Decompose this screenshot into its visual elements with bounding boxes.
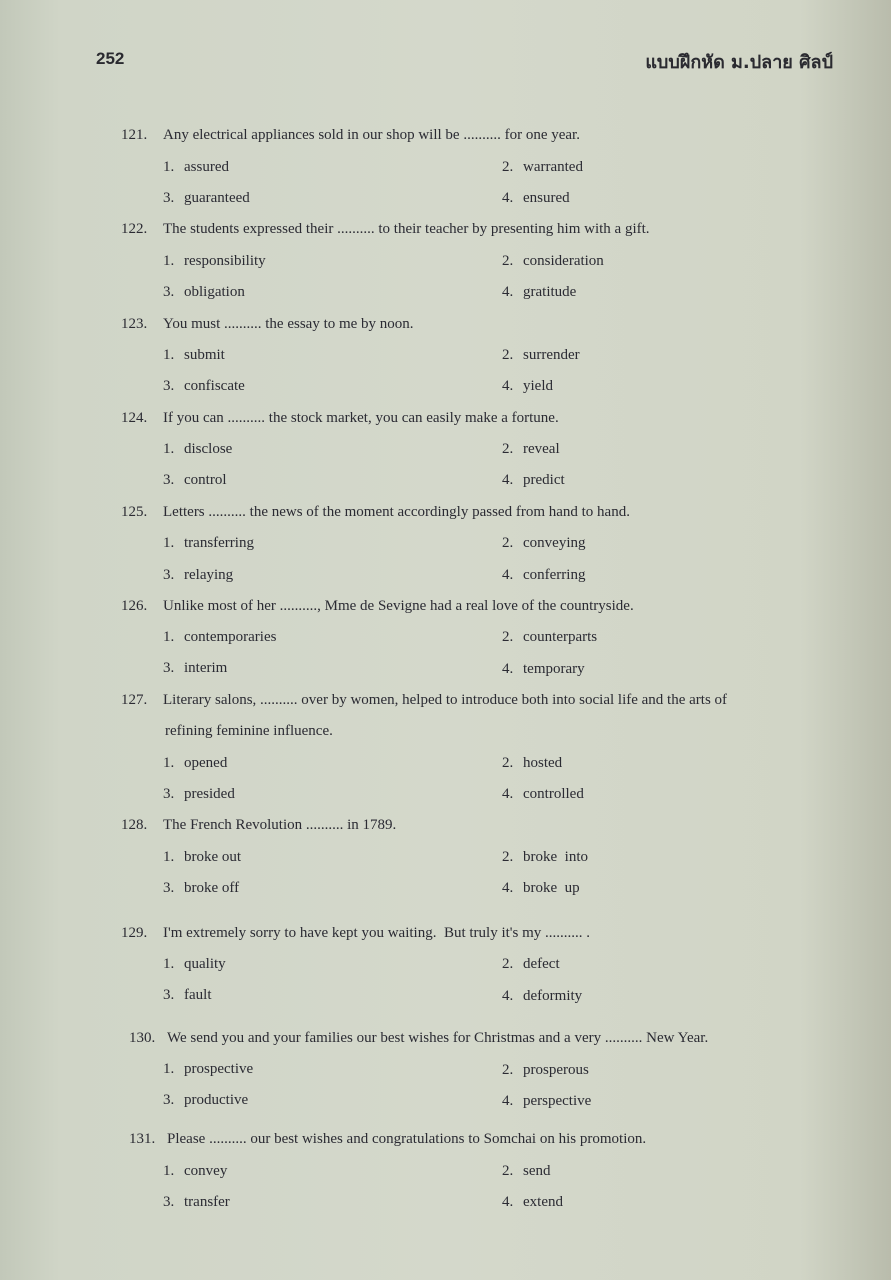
question-text: Literary salons, .......... over by women, helped to introduce both into social life and the arts of <box>163 692 728 708</box>
option-3: 3. confiscate <box>163 378 245 394</box>
question-127 <box>121 692 841 709</box>
option-4: 4. perspective <box>502 1093 592 1109</box>
question-126 <box>121 598 841 615</box>
question-number: 126. <box>121 598 148 614</box>
question-text: The students expressed their .......... to their teacher by presenting him with a gift. <box>163 221 650 237</box>
question-number: 121. <box>121 127 148 143</box>
option-2: 2. reveal <box>502 441 560 457</box>
question-131 <box>129 1131 849 1148</box>
option-2: 2. conveying <box>502 535 586 551</box>
option-1: 1. transferring <box>163 535 254 551</box>
question-121 <box>121 127 841 144</box>
option-1: 1. submit <box>163 347 225 363</box>
option-4: 4. gratitude <box>502 284 577 300</box>
option-2: 2. counterparts <box>502 629 598 645</box>
question-text: I'm extremely sorry to have kept you waiting. But truly it's my .......... . <box>163 925 591 941</box>
option-3: 3. transfer <box>163 1194 230 1210</box>
option-2: 2. surrender <box>502 347 580 363</box>
question-text: Please .......... our best wishes and congratulations to Somchai on his promotion. <box>167 1131 647 1147</box>
question-123 <box>121 316 841 333</box>
option-3: 3. productive <box>163 1092 249 1108</box>
question-122 <box>121 221 841 238</box>
option-1: 1. responsibility <box>163 253 266 269</box>
option-4: 4. extend <box>502 1194 563 1210</box>
option-1: 1. opened <box>163 755 228 771</box>
option-1: 1. prospective <box>163 1061 254 1077</box>
option-4: 4. predict <box>502 472 565 488</box>
question-number: 125. <box>121 504 148 520</box>
option-3: 3. interim <box>163 660 228 676</box>
option-2: 2. send <box>502 1163 551 1179</box>
option-2: 2. consideration <box>502 253 604 269</box>
question-text: The French Revolution .......... in 1789. <box>163 817 397 833</box>
option-3: 3. relaying <box>163 567 234 583</box>
option-4: 4. deformity <box>502 988 583 1004</box>
question-text: Unlike most of her .........., Mme de Sevigne had a real love of the countryside. <box>163 598 634 614</box>
question-number: 124. <box>121 410 148 426</box>
option-2: 2. broke into <box>502 849 588 865</box>
question-number: 128. <box>121 817 148 833</box>
question-124 <box>121 410 841 427</box>
question-text: Any electrical appliances sold in our shop will be .......... for one year. <box>163 127 580 143</box>
option-3: 3. guaranteed <box>163 190 250 206</box>
question-text: Letters .......... the news of the moment accordingly passed from hand to hand. <box>163 504 630 520</box>
option-4: 4. controlled <box>502 786 584 802</box>
option-4: 4. ensured <box>502 190 570 206</box>
option-2: 2. prosperous <box>502 1062 589 1078</box>
question-text: You must .......... the essay to me by noon. <box>163 316 414 332</box>
question-number: 130. <box>129 1030 156 1046</box>
option-3: 3. obligation <box>163 284 245 300</box>
option-4: 4. temporary <box>502 661 585 677</box>
option-3: 3. control <box>163 472 227 488</box>
option-3: 3. fault <box>163 987 212 1003</box>
option-1: 1. disclose <box>163 441 233 457</box>
question-130 <box>129 1030 849 1047</box>
option-1: 1. contemporaries <box>163 629 277 645</box>
option-4: 4. broke up <box>502 880 580 896</box>
question-number: 127. <box>121 692 148 708</box>
question-128 <box>121 817 841 834</box>
question-number: 129. <box>121 925 148 941</box>
question-125 <box>121 504 841 521</box>
question-text-continuation: refining feminine influence. <box>165 723 333 739</box>
option-2: 2. hosted <box>502 755 563 771</box>
option-1: 1. broke out <box>163 849 242 865</box>
option-2: 2. defect <box>502 956 560 972</box>
option-1: 1. assured <box>163 159 229 175</box>
question-129 <box>121 925 841 942</box>
question-text: We send you and your families our best wishes for Christmas and a very .......... New Year. <box>167 1030 709 1046</box>
option-3: 3. presided <box>163 786 235 802</box>
option-2: 2. warranted <box>502 159 583 175</box>
question-number: 131. <box>129 1131 156 1147</box>
option-4: 4. conferring <box>502 567 586 583</box>
question-number: 123. <box>121 316 148 332</box>
question-number: 122. <box>121 221 148 237</box>
page-number: 252 <box>96 49 125 68</box>
option-1: 1. convey <box>163 1163 228 1179</box>
option-4: 4. yield <box>502 378 553 394</box>
option-1: 1. quality <box>163 956 226 972</box>
question-text: If you can .......... the stock market, you can easily make a fortune. <box>163 410 559 426</box>
option-3: 3. broke off <box>163 880 240 896</box>
book-title: แบบฝึกหัด ม.ปลาย ศิลป์ <box>645 52 833 73</box>
